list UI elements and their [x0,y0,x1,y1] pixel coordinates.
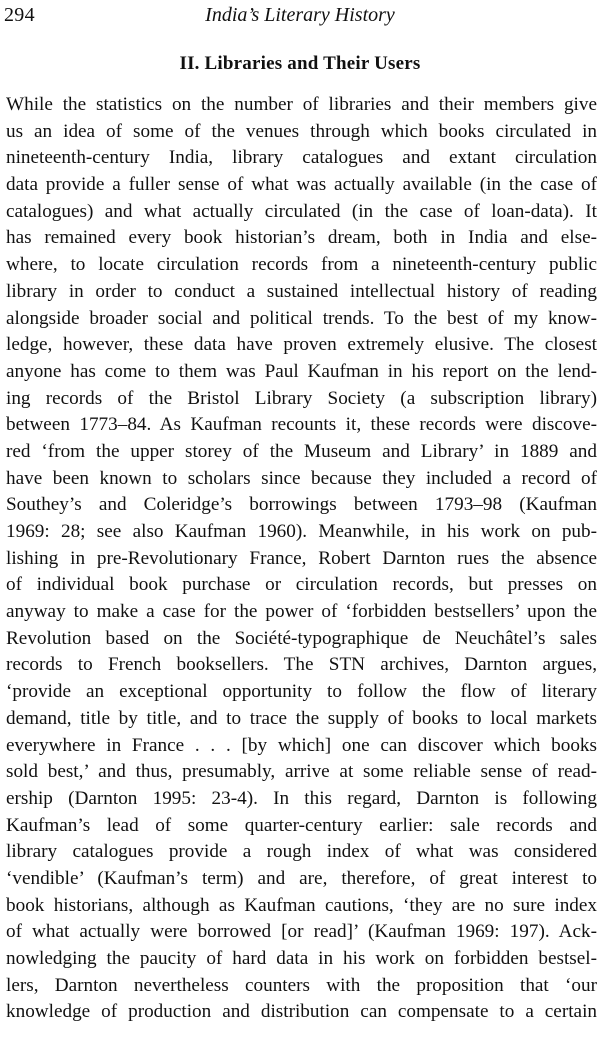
text-line: 1969: 28; see also Kaufman 1960). Meanwhile, in his work on pub- [6,521,597,542]
text-line: nineteenth-century India, library catalogues and extant circulation [6,147,597,169]
text-line: ‘provide an exceptional opportunity to follow the flow of literary [6,681,597,703]
running-head [4,2,596,28]
text-line: us an idea of some of the venues through which books circulated in [6,120,597,142]
text-line: between 1773–84. As Kaufman recounts it, these records were discove- [6,414,597,436]
text-line: While the statistics on the number of libraries and their members give [6,94,597,115]
text-line: knowledge of production and distribution can compensate to a certain [6,1001,597,1023]
text-line: library catalogues provide a rough index of what was considered [6,841,597,863]
text-line: anyone has come to them was Paul Kaufman in his report on the lend- [6,360,597,382]
page-number: 294 [4,4,35,26]
text-line: where, to locate circulation records from a nineteenth-century public [6,254,597,276]
text-line: Kaufman’s lead of some quarter-century earlier: sale records and [6,814,597,836]
text-line: ership (Darnton 1995: 23-4). In this regard, Darnton is following [6,787,597,809]
text-line: book historians, although as Kaufman cautions, ‘they are no sure index [6,894,597,916]
text-line: alongside broader social and political trends. To the best of my know- [6,307,597,329]
text-line: demand, title by title, and to trace the supply of books to local markets [6,707,597,729]
text-line: sold best,’ and thus, presumably, arrive at some reliable sense of read- [6,761,597,783]
text-line: nowledging the paucity of hard data in his work on forbidden bestsel- [6,948,597,969]
text-line: ledge, however, these data have proven extremely elusive. The closest [6,334,597,356]
text-line: anyway to make a case for the power of ‘forbidden bestsellers’ upon the [6,601,597,623]
text-line: has remained every book historian’s dream, both in India and else- [6,227,597,249]
text-line: ing records of the Bristol Library Society (a subscription library) [6,387,597,409]
text-line: lishing in pre-Revolutionary France, Robert Darnton rues the absence [6,547,597,569]
text-line: Southey’s and Coleridge’s borrowings between 1793–98 (Kaufman [6,494,597,516]
text-line: Revolution based on the Société-typographique de Neuchâtel’s sales [6,627,597,649]
text-line: red ‘from the upper storey of the Museum and Library’ in 1889 and [6,440,597,462]
section-heading: II. Libraries and Their Users [179,53,421,74]
text-line: of individual book purchase or circulation records, but presses on [6,574,597,596]
text-line: ‘vendible’ (Kaufman’s term) and are, therefore, of great interest to [6,867,597,889]
text-line: lers, Darnton nevertheless counters with the proposition that ‘our [6,974,597,996]
text-line: everywhere in France . . . [by which] one can discover which books [6,734,597,756]
text-line: have been known to scholars since because they included a record of [6,467,597,489]
text-line: catalogues) and what actually circulated (in the case of loan-data). It [6,200,597,222]
text-line: data provide a fuller sense of what was actually available (in the case of [6,174,597,196]
text-line: library in order to conduct a sustained intellectual history of reading [6,280,597,302]
text-line: records to French booksellers. The STN archives, Darnton argues, [6,654,597,676]
running-title: India’s Literary History [205,4,395,26]
body-paragraph [6,92,597,1026]
text-line: of what actually were borrowed [or read]’ (Kaufman 1969: 197). Ack- [6,921,597,943]
